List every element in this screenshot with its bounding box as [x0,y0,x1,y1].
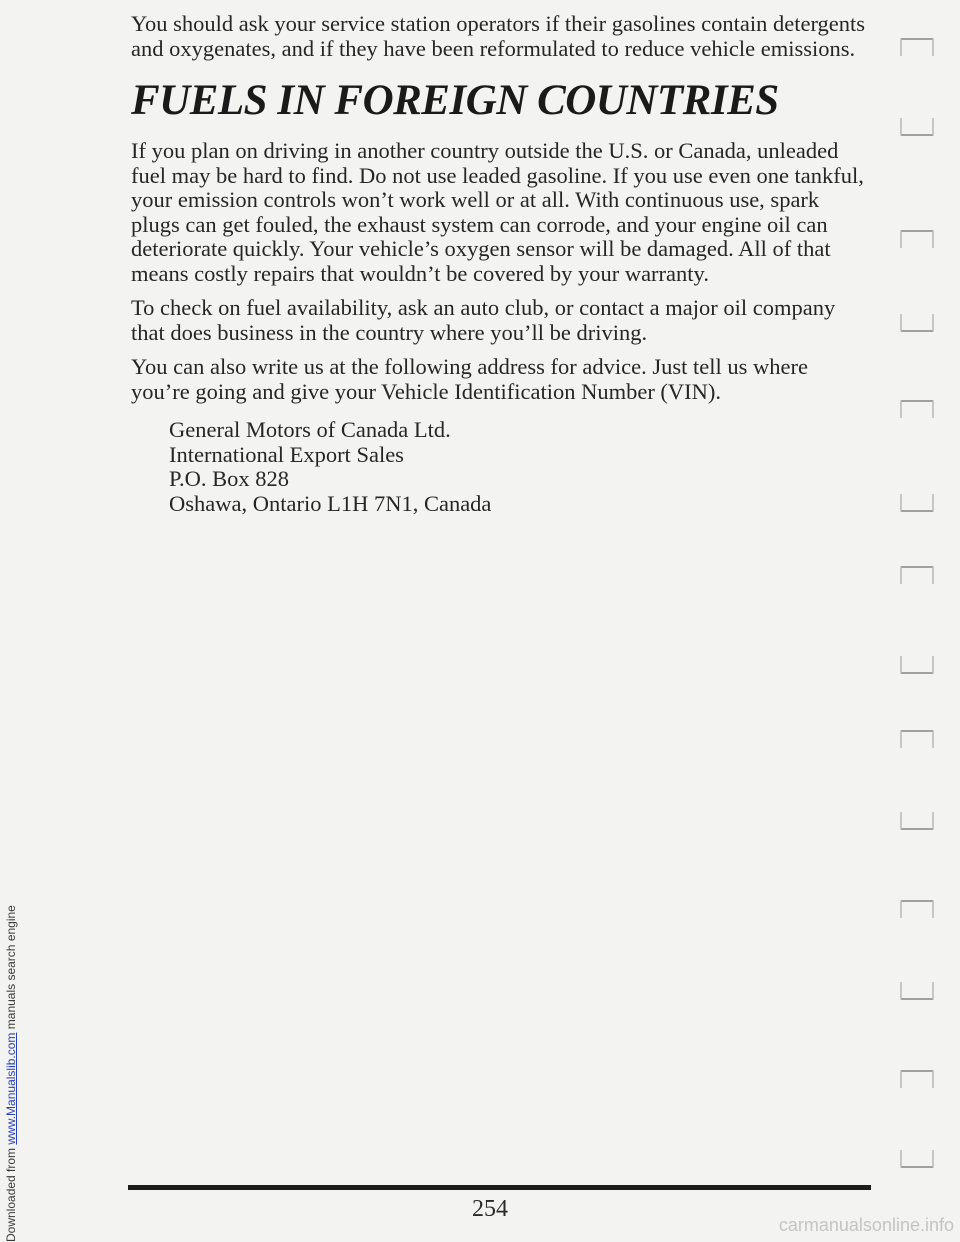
tab-mark [900,730,934,748]
tab-mark [900,314,934,332]
address-line: Oshawa, Ontario L1H 7N1, Canada [169,490,492,516]
footer-rule [128,1185,871,1190]
tab-mark [900,230,934,248]
mailing-address [169,418,871,516]
tab-mark [900,38,934,56]
paragraph-fuel-availability: To check on fuel availability, ask an auto club, or contact a major oil company that does business in the country where you’ll be driving. [131,295,836,345]
paragraph-write-us: You can also write us at the following address for advice. Just tell us where you’re going and give your Vehicle Identification Number (VIN). [131,354,808,404]
tab-mark [900,118,934,136]
tab-mark [900,812,934,830]
tab-mark [900,656,934,674]
intro-paragraph: You should ask your service station operators if their gasolines contain detergents and oxygenates, and if they have been reformulated to reduce vehicle emissions. [131,11,866,61]
tab-mark [900,1150,934,1168]
section-heading: FUELS IN FOREIGN COUNTRIES [131,77,779,124]
address-line: P.O. Box 828 [169,466,290,491]
watermark: carmanualsonline.info [778,1215,954,1235]
page-content [131,12,871,516]
tab-mark [900,566,934,584]
page-number: 254 [472,1196,508,1222]
tab-mark [900,900,934,918]
tab-mark [900,1070,934,1088]
download-note-prefix: Downloaded from [4,1144,18,1242]
address-line: General Motors of Canada Ltd. [169,417,451,442]
address-line: International Export Sales [169,441,404,467]
download-note [4,905,18,1242]
tab-mark [900,400,934,418]
edge-tab-marks [900,0,940,1242]
tab-mark [900,494,934,512]
paragraph-foreign-fuel: If you plan on driving in another country outside the U.S. or Canada, unleaded fuel may be hard to find. Do not use leaded gasoline. If you use even one tankful, your emission controls won’t work well or at all. With continuous use, spark plugs can get fouled, the exhaust system can corrode, and your engine oil can deteriorate quickly. Your vehicle’s oxygen sensor will be damaged. All of that means costly repairs that wouldn’t be covered by your warranty. [131,138,864,286]
tab-mark [900,982,934,1000]
download-note-suffix: manuals search engine [4,905,18,1033]
manualslib-link[interactable]: www.Manualslib.com [4,1032,18,1145]
